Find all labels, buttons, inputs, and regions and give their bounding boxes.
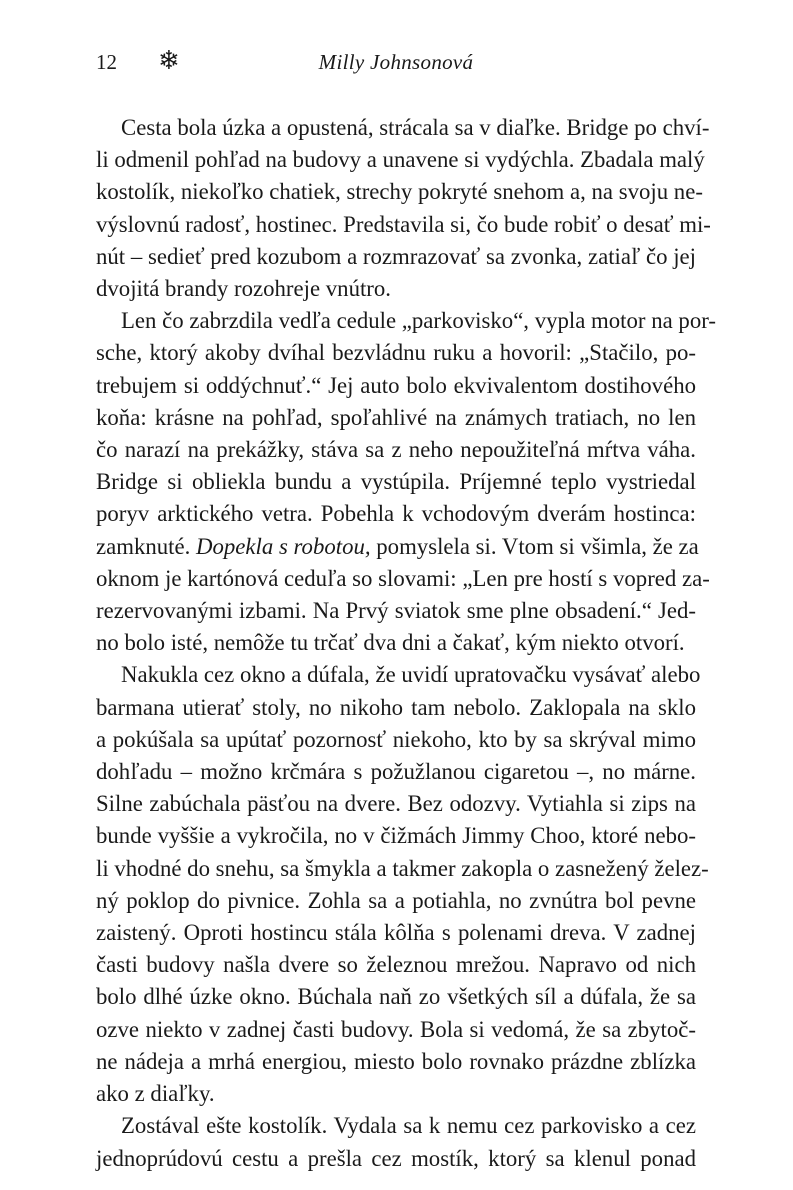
text-line: no bolo isté, nemôže tu trčať dva dni a čakať, kým niekto otvorí.	[96, 630, 685, 656]
text-line: Len čo zabrzdila vedľa cedule „parkovisko“, vypla motor na por-	[121, 308, 716, 334]
paragraph	[96, 112, 711, 305]
text-line: li odmenil pohľad na budovy a unavene si vydýchla. Zbadala malý	[96, 147, 705, 173]
body-text	[96, 112, 716, 1175]
text-line: a pokúšala sa upútať pozornosť niekoho, kto by sa skrýval mimo	[96, 726, 696, 752]
text-line: jednoprúdovú cestu a prešla cez mostík, ktorý sa klenul ponad	[96, 1145, 696, 1171]
snowflake-icon: ❄	[158, 46, 180, 75]
paragraph	[96, 659, 709, 1110]
text-line: poryv arktického vetra. Pobehla k vchodovým dverám hostinca:	[96, 501, 696, 527]
text-line: ozve niekto v zadnej časti budovy. Bola si vedomá, že sa zbytoč-	[96, 1016, 696, 1042]
text-line: Nakukla cez okno a dúfala, že uvidí upratovačku vysávať alebo	[121, 662, 701, 688]
text-line: ný poklop do pivnice. Zohla sa a potiahla, no zvnútra bol pevne	[96, 887, 696, 913]
text-segment: zamknuté.	[96, 533, 197, 559]
text-line: ne nádeja a mrhá energiou, miesto bolo rovnako prázdne zblízka	[96, 1048, 696, 1074]
text-line: Zostával ešte kostolík. Vydala sa k nemu cez parkovisko a cez	[121, 1113, 696, 1139]
text-line: dvojitá brandy rozohreje vnútro.	[96, 276, 392, 302]
text-line: li vhodné do snehu, sa šmykla a takmer zakopla o zasnežený želez-	[96, 855, 709, 881]
page-header	[96, 48, 696, 76]
text-line: čo narazí na prekážky, stáva sa z neho nepoužiteľná mŕtva váha.	[96, 437, 696, 463]
text-line: Bridge si obliekla bundu a vystúpila. Príjemné teplo vystriedal	[96, 469, 696, 495]
text-line: Silne zabúchala päsťou na dvere. Bez odozvy. Vytiahla si zips na	[96, 791, 696, 817]
paragraph	[96, 1110, 696, 1174]
text-line: dohľadu – možno krčmára s požužlanou cigaretou –, no márne.	[96, 759, 696, 785]
text-line: kostolík, niekoľko chatiek, strechy pokryté snehom a, na svoju ne-	[96, 179, 703, 205]
text-segment: pomyslela si. Vtom si všimla, že za	[370, 533, 699, 559]
page-number: 12	[96, 50, 117, 74]
text-line: trebujem si oddýchnuť.“ Jej auto bolo ekvivalentom dostihového	[96, 372, 696, 398]
text-line: bolo dlhé úzke okno. Búchala naň zo všetkých síl a dúfala, že sa	[96, 984, 696, 1010]
text-line: oknom je kartónová ceduľa so slovami: „Len pre hostí s vopred za-	[96, 565, 710, 591]
italic-phrase: Dopekla s robotou,	[196, 533, 371, 559]
text-line: bunde vyššie a vykročila, no v čižmách Jimmy Choo, ktoré nebo-	[96, 823, 696, 849]
text-line: ako z diaľky.	[96, 1081, 215, 1107]
text-line: výslovnú radosť, hostinec. Predstavila si, čo bude robiť o desať mi-	[96, 211, 711, 237]
text-line: rezervovanými izbami. Na Prvý sviatok sme plne obsadení.“ Jed-	[96, 598, 696, 624]
text-line: zaistený. Oproti hostincu stála kôlňa s polenami dreva. V zadnej	[96, 920, 696, 946]
text-line: Cesta bola úzka a opustená, strácala sa v diaľke. Bridge po chví-	[121, 115, 710, 140]
text-line: nút – sedieť pred kozubom a rozmrazovať sa zvonka, zatiaľ čo jej	[96, 243, 696, 269]
text-line: barmana utierať stoly, no nikoho tam nebolo. Zaklopala na sklo	[96, 694, 696, 720]
text-line-mixed	[96, 531, 699, 563]
text-line: časti budovy našla dvere so železnou mrežou. Napravo od nich	[96, 952, 696, 978]
running-head: Milly Johnsonová	[318, 50, 474, 74]
text-line: sche, ktorý akoby dvíhal bezvládnu ruku a hovoril: „Stačilo, po-	[96, 340, 696, 366]
paragraph	[96, 305, 716, 659]
text-line: koňa: krásne na pohľad, spoľahlivé na známych tratiach, no len	[96, 404, 696, 430]
